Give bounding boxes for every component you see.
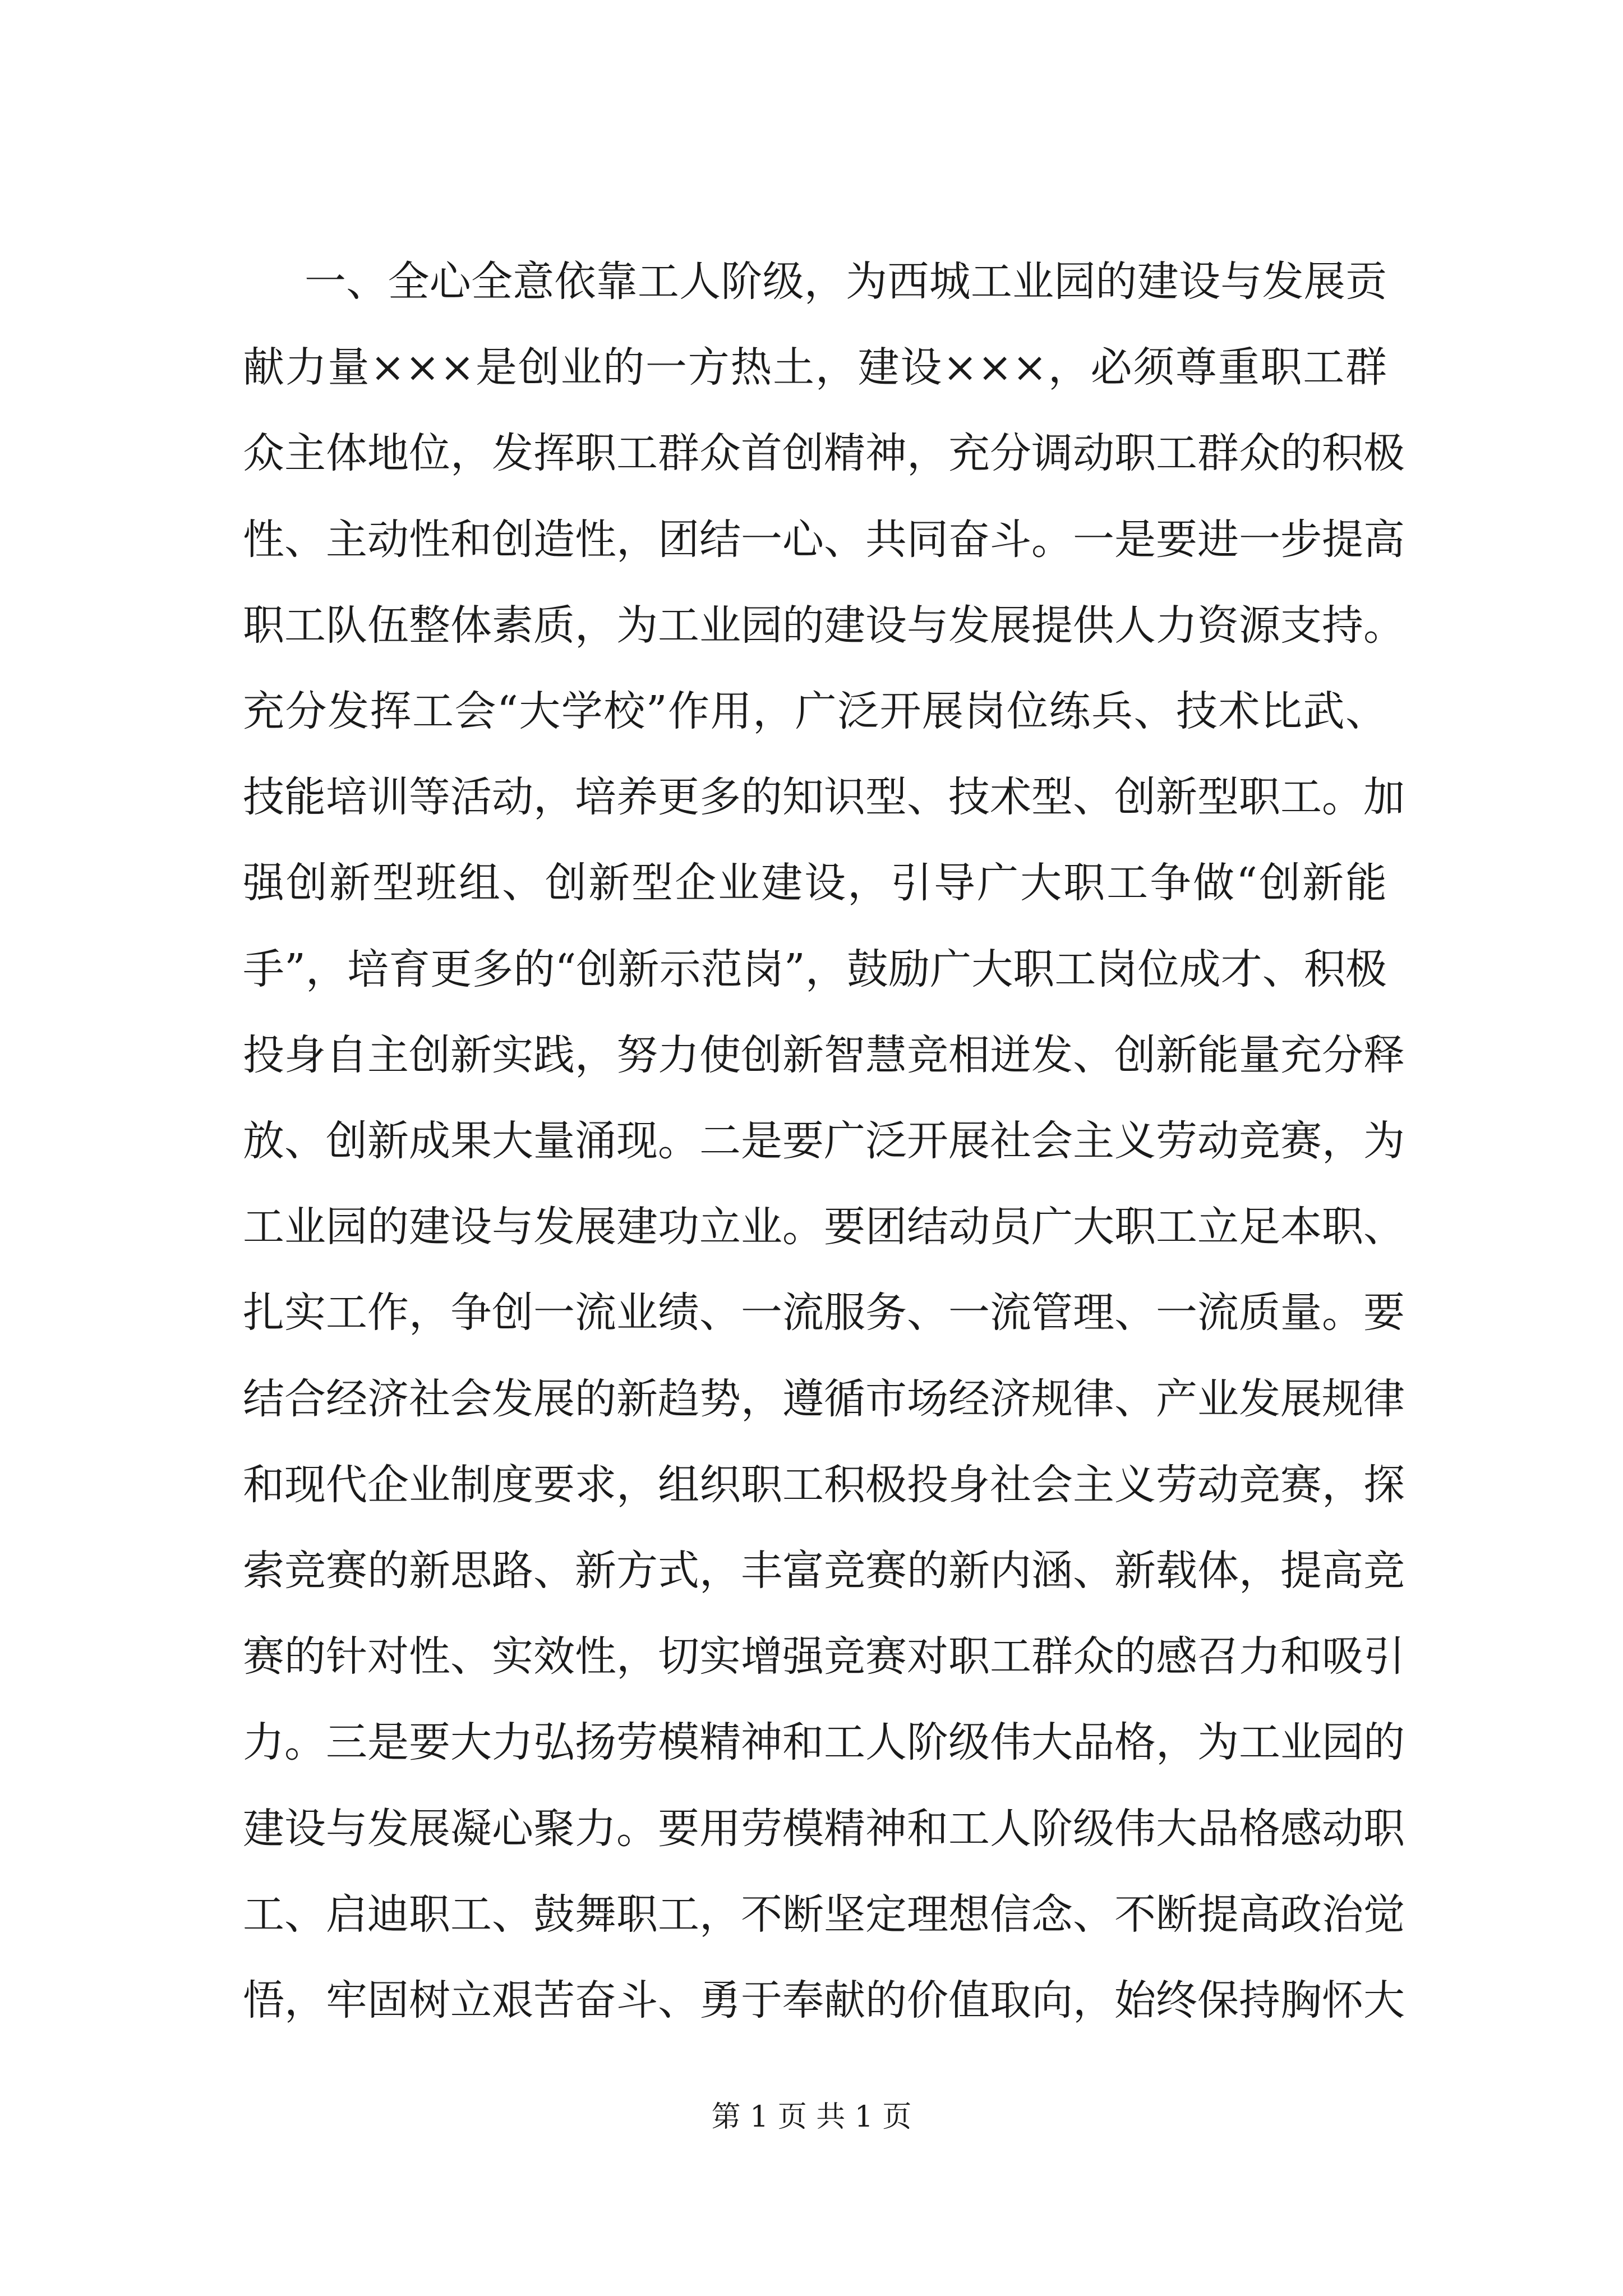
paragraph-line: 众主体地位，发挥职工群众首创精神，充分调动职工群众的积极 <box>243 429 1405 477</box>
paragraph-line: 技能培训等活动，培养更多的知识型、技术型、创新型职工。加 <box>243 773 1405 821</box>
paragraph-line: 工业园的建设与发展建功立业。要团结动员广大职工立足本职、 <box>243 1203 1405 1251</box>
paragraph-line: 手”，培育更多的“创新示范岗”，鼓励广大职工岗位成才、积极 <box>243 945 1387 993</box>
paragraph-line: 性、主动性和创造性，团结一心、共同奋斗。一是要进一步提高 <box>243 516 1405 564</box>
paragraph-line: 职工队伍整体素质，为工业园的建设与发展提供人力资源支持。 <box>243 601 1405 650</box>
paragraph-line: 力。三是要大力弘扬劳模精神和工人阶级伟大品格，为工业园的 <box>243 1718 1405 1766</box>
paragraph-line: 强创新型班组、创新型企业建设，引导广大职工争做“创新能 <box>243 859 1387 907</box>
paragraph-line: 充分发挥工会“大学校”作用，广泛开展岗位练兵、技术比武、 <box>243 687 1387 735</box>
paragraph-line: 工、启迪职工、鼓舞职工，不断坚定理想信念、不断提高政治觉 <box>243 1890 1405 1939</box>
paragraph-line: 悟，牢固树立艰苦奋斗、勇于奉献的价值取向，始终保持胸怀大 <box>243 1976 1405 2024</box>
paragraph-line: 结合经济社会发展的新趋势，遵循市场经济规律、产业发展规律 <box>243 1375 1405 1423</box>
paragraph-line: 投身自主创新实践，努力使创新智慧竞相迸发、创新能量充分释 <box>243 1031 1405 1079</box>
paragraph-line: 建设与发展凝心聚力。要用劳模精神和工人阶级伟大品格感动职 <box>243 1805 1405 1853</box>
paragraph-line: 和现代企业制度要求，组织职工积极投身社会主义劳动竞赛，探 <box>243 1461 1405 1509</box>
paragraph-line: 扎实工作，争创一流业绩、一流服务、一流管理、一流质量。要 <box>243 1289 1405 1337</box>
paragraph-line: 放、创新成果大量涌现。二是要广泛开展社会主义劳动竞赛，为 <box>243 1117 1405 1165</box>
paragraph-line: 献力量×××是创业的一方热土，建设×××，必须尊重职工群 <box>243 343 1387 392</box>
page-number-footer: 第 1 页 共 1 页 <box>711 2100 912 2134</box>
paragraph-line: 赛的针对性、实效性，切实增强竞赛对职工群众的感召力和吸引 <box>243 1632 1405 1681</box>
paragraph-line: 索竞赛的新思路、新方式，丰富竞赛的新内涵、新载体，提高竞 <box>243 1547 1405 1595</box>
paragraph-line: 一、全心全意依靠工人阶级，为西城工业园的建设与发展贡 <box>305 257 1387 306</box>
